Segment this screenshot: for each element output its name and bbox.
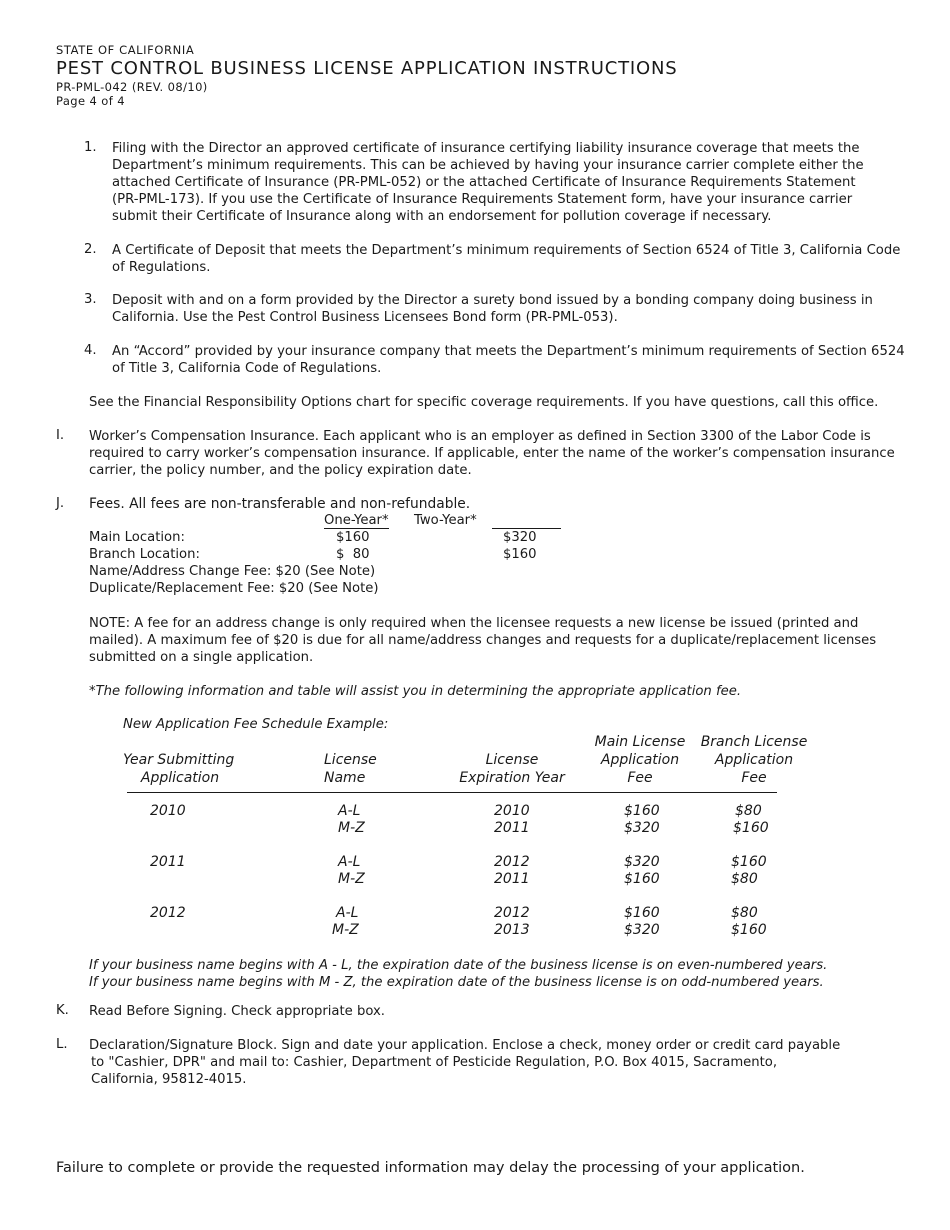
header-year	[110, 751, 250, 787]
text-line: carrier, the policy number, and the policy expiration date.	[89, 463, 472, 478]
text-line: to "Cashier, DPR" and mail to: Cashier, Department of Pesticide Regulation, P.O. Box 4015, Sacramento,	[91, 1055, 778, 1070]
cell-main: $320	[624, 922, 660, 938]
header-line: Application	[140, 770, 220, 786]
col-one-year-label: One-Year*	[324, 513, 389, 528]
name-change-fee: Name/Address Change Fee: $20 (See Note)	[89, 564, 376, 579]
header-line: Application	[600, 752, 680, 768]
cell-name: A-L	[338, 854, 361, 870]
cell-branch: $80	[731, 871, 758, 887]
text-line: of Regulations.	[112, 260, 211, 275]
fee-one-year: $160	[336, 530, 370, 545]
text-line: California, 95812-4015.	[91, 1072, 247, 1087]
cell-exp: 2011	[494, 871, 530, 887]
fee-two-year: $320	[503, 530, 537, 545]
cell-year: 2010	[150, 803, 186, 819]
col-two-year: Two-Year*	[414, 513, 477, 528]
section-l-text	[89, 1037, 840, 1088]
text-line: required to carry worker’s compensation insurance. If applicable, enter the name of the worker’s compensation insurance	[89, 446, 895, 461]
header-line: Name	[324, 770, 366, 786]
fee-one-year: $ 80	[336, 547, 370, 562]
option-number: 2.	[84, 242, 97, 257]
header-main	[584, 733, 696, 787]
page-title: PEST CONTROL BUSINESS LICENSE APPLICATION INSTRUCTIONS	[56, 58, 678, 79]
option-3-text	[112, 292, 873, 326]
option-number: 1.	[84, 140, 97, 155]
cell-exp: 2010	[494, 803, 530, 819]
section-k-text: Read Before Signing. Check appropriate box.	[89, 1004, 386, 1019]
header-line: Year Submitting	[123, 752, 235, 768]
text-line: (PR-PML-173). If you use the Certificate of Insurance Requirements Statement form, have your insurance carrier	[112, 192, 853, 207]
cell-exp: 2012	[494, 854, 530, 870]
header-line: License	[485, 752, 539, 768]
section-letter: L.	[56, 1037, 68, 1052]
expiration-rule: If your business name begins with M - Z, the expiration date of the business license is on odd-numbered years.	[89, 975, 824, 990]
fee-label: Main Location:	[89, 530, 185, 545]
option-1-text	[112, 140, 864, 225]
cell-main: $320	[624, 820, 660, 836]
section-letter: I.	[56, 428, 65, 443]
schedule-rule	[127, 792, 777, 793]
duplicate-fee: Duplicate/Replacement Fee: $20 (See Note)	[89, 581, 379, 596]
option-2-text	[112, 242, 900, 276]
form-number: PR-PML-042 (REV. 08/10)	[56, 80, 208, 94]
cell-exp: 2011	[494, 820, 530, 836]
footer-note: Failure to complete or provide the requested information may delay the processing of your application.	[56, 1160, 805, 1176]
text-line: An “Accord” provided by your insurance company that meets the Department’s minimum requirements of Section 6524	[112, 344, 905, 359]
page-number: Page 4 of 4	[56, 94, 125, 108]
text-line: Filing with the Director an approved certificate of insurance certifying liability insurance coverage that meets the	[112, 141, 860, 156]
header-line: Fee	[627, 770, 653, 786]
cell-branch: $160	[733, 820, 769, 836]
header-line: Main License	[594, 734, 686, 750]
fee-footnote: *The following information and table will assist you in determining the appropriate application fee.	[89, 684, 742, 699]
cell-main: $160	[624, 803, 660, 819]
cell-name: M-Z	[338, 820, 365, 836]
cell-main: $320	[624, 854, 660, 870]
cell-main: $160	[624, 905, 660, 921]
header-line: Application	[714, 752, 794, 768]
section-letter: J.	[56, 496, 65, 511]
text-line: submitted on a single application.	[89, 650, 314, 665]
fee-two-year: $160	[503, 547, 537, 562]
cell-branch: $160	[731, 922, 767, 938]
schedule-title: New Application Fee Schedule Example:	[123, 717, 389, 732]
fee-note	[89, 615, 876, 666]
option-4-text	[112, 343, 905, 377]
cell-branch: $80	[731, 905, 758, 921]
fees-heading: Fees. All fees are non-transferable and non-refundable.	[89, 496, 471, 512]
cell-name: M-Z	[332, 922, 359, 938]
header-line: Expiration Year	[459, 770, 565, 786]
cell-branch: $80	[735, 803, 762, 819]
text-line: Deposit with and on a form provided by the Director a surety bond issued by a bonding company doing business in	[112, 293, 873, 308]
cell-year: 2011	[150, 854, 186, 870]
text-line: Worker’s Compensation Insurance. Each applicant who is an employer as defined in Section 3300 of the Labor Code is	[89, 429, 871, 444]
header-line: Branch License	[700, 734, 808, 750]
column-rule	[492, 528, 561, 529]
text-line: submit their Certificate of Insurance along with an endorsement for pollution coverage if necessary.	[112, 209, 772, 224]
text-line: Department’s minimum requirements. This can be achieved by having your insurance carrier complete either the	[112, 158, 864, 173]
cell-name: A-L	[336, 905, 359, 921]
cell-name: M-Z	[338, 871, 365, 887]
cell-exp: 2012	[494, 905, 530, 921]
section-i-text	[89, 428, 895, 479]
text-line: Declaration/Signature Block. Sign and date your application. Enclose a check, money order or credit card payable	[89, 1038, 841, 1053]
header-line: Fee	[741, 770, 767, 786]
cell-branch: $160	[731, 854, 767, 870]
header-branch	[694, 733, 814, 787]
cell-year: 2012	[150, 905, 186, 921]
option-number: 4.	[84, 343, 97, 358]
cell-main: $160	[624, 871, 660, 887]
header-name	[324, 751, 377, 787]
expiration-rule: If your business name begins with A - L, the expiration date of the business license is on even-numbered years.	[89, 958, 828, 973]
col-one-year	[324, 513, 389, 528]
option-number: 3.	[84, 292, 97, 307]
text-line: NOTE: A fee for an address change is only required when the licensee requests a new license be issued (printed and	[89, 616, 859, 631]
header-exp	[452, 751, 572, 787]
header-line: License	[324, 752, 377, 768]
text-line: California. Use the Pest Control Business Licensees Bond form (PR-PML-053).	[112, 310, 618, 325]
text-line: of Title 3, California Code of Regulations.	[112, 361, 382, 376]
state-label: STATE OF CALIFORNIA	[56, 43, 195, 57]
text-line: A Certificate of Deposit that meets the Department’s minimum requirements of Section 6524 of Title 3, California Code	[112, 243, 901, 258]
text-line: mailed). A maximum fee of $20 is due for all name/address changes and requests for a duplicate/replacement licenses	[89, 633, 877, 648]
cell-exp: 2013	[494, 922, 530, 938]
financial-note: See the Financial Responsibility Options chart for specific coverage requirements. If you have questions, call this office.	[89, 395, 879, 410]
fee-label: Branch Location:	[89, 547, 200, 562]
section-letter: K.	[56, 1003, 69, 1018]
text-line: attached Certificate of Insurance (PR-PML-052) or the attached Certificate of Insurance Requirements Statement	[112, 175, 856, 190]
cell-name: A-L	[338, 803, 361, 819]
